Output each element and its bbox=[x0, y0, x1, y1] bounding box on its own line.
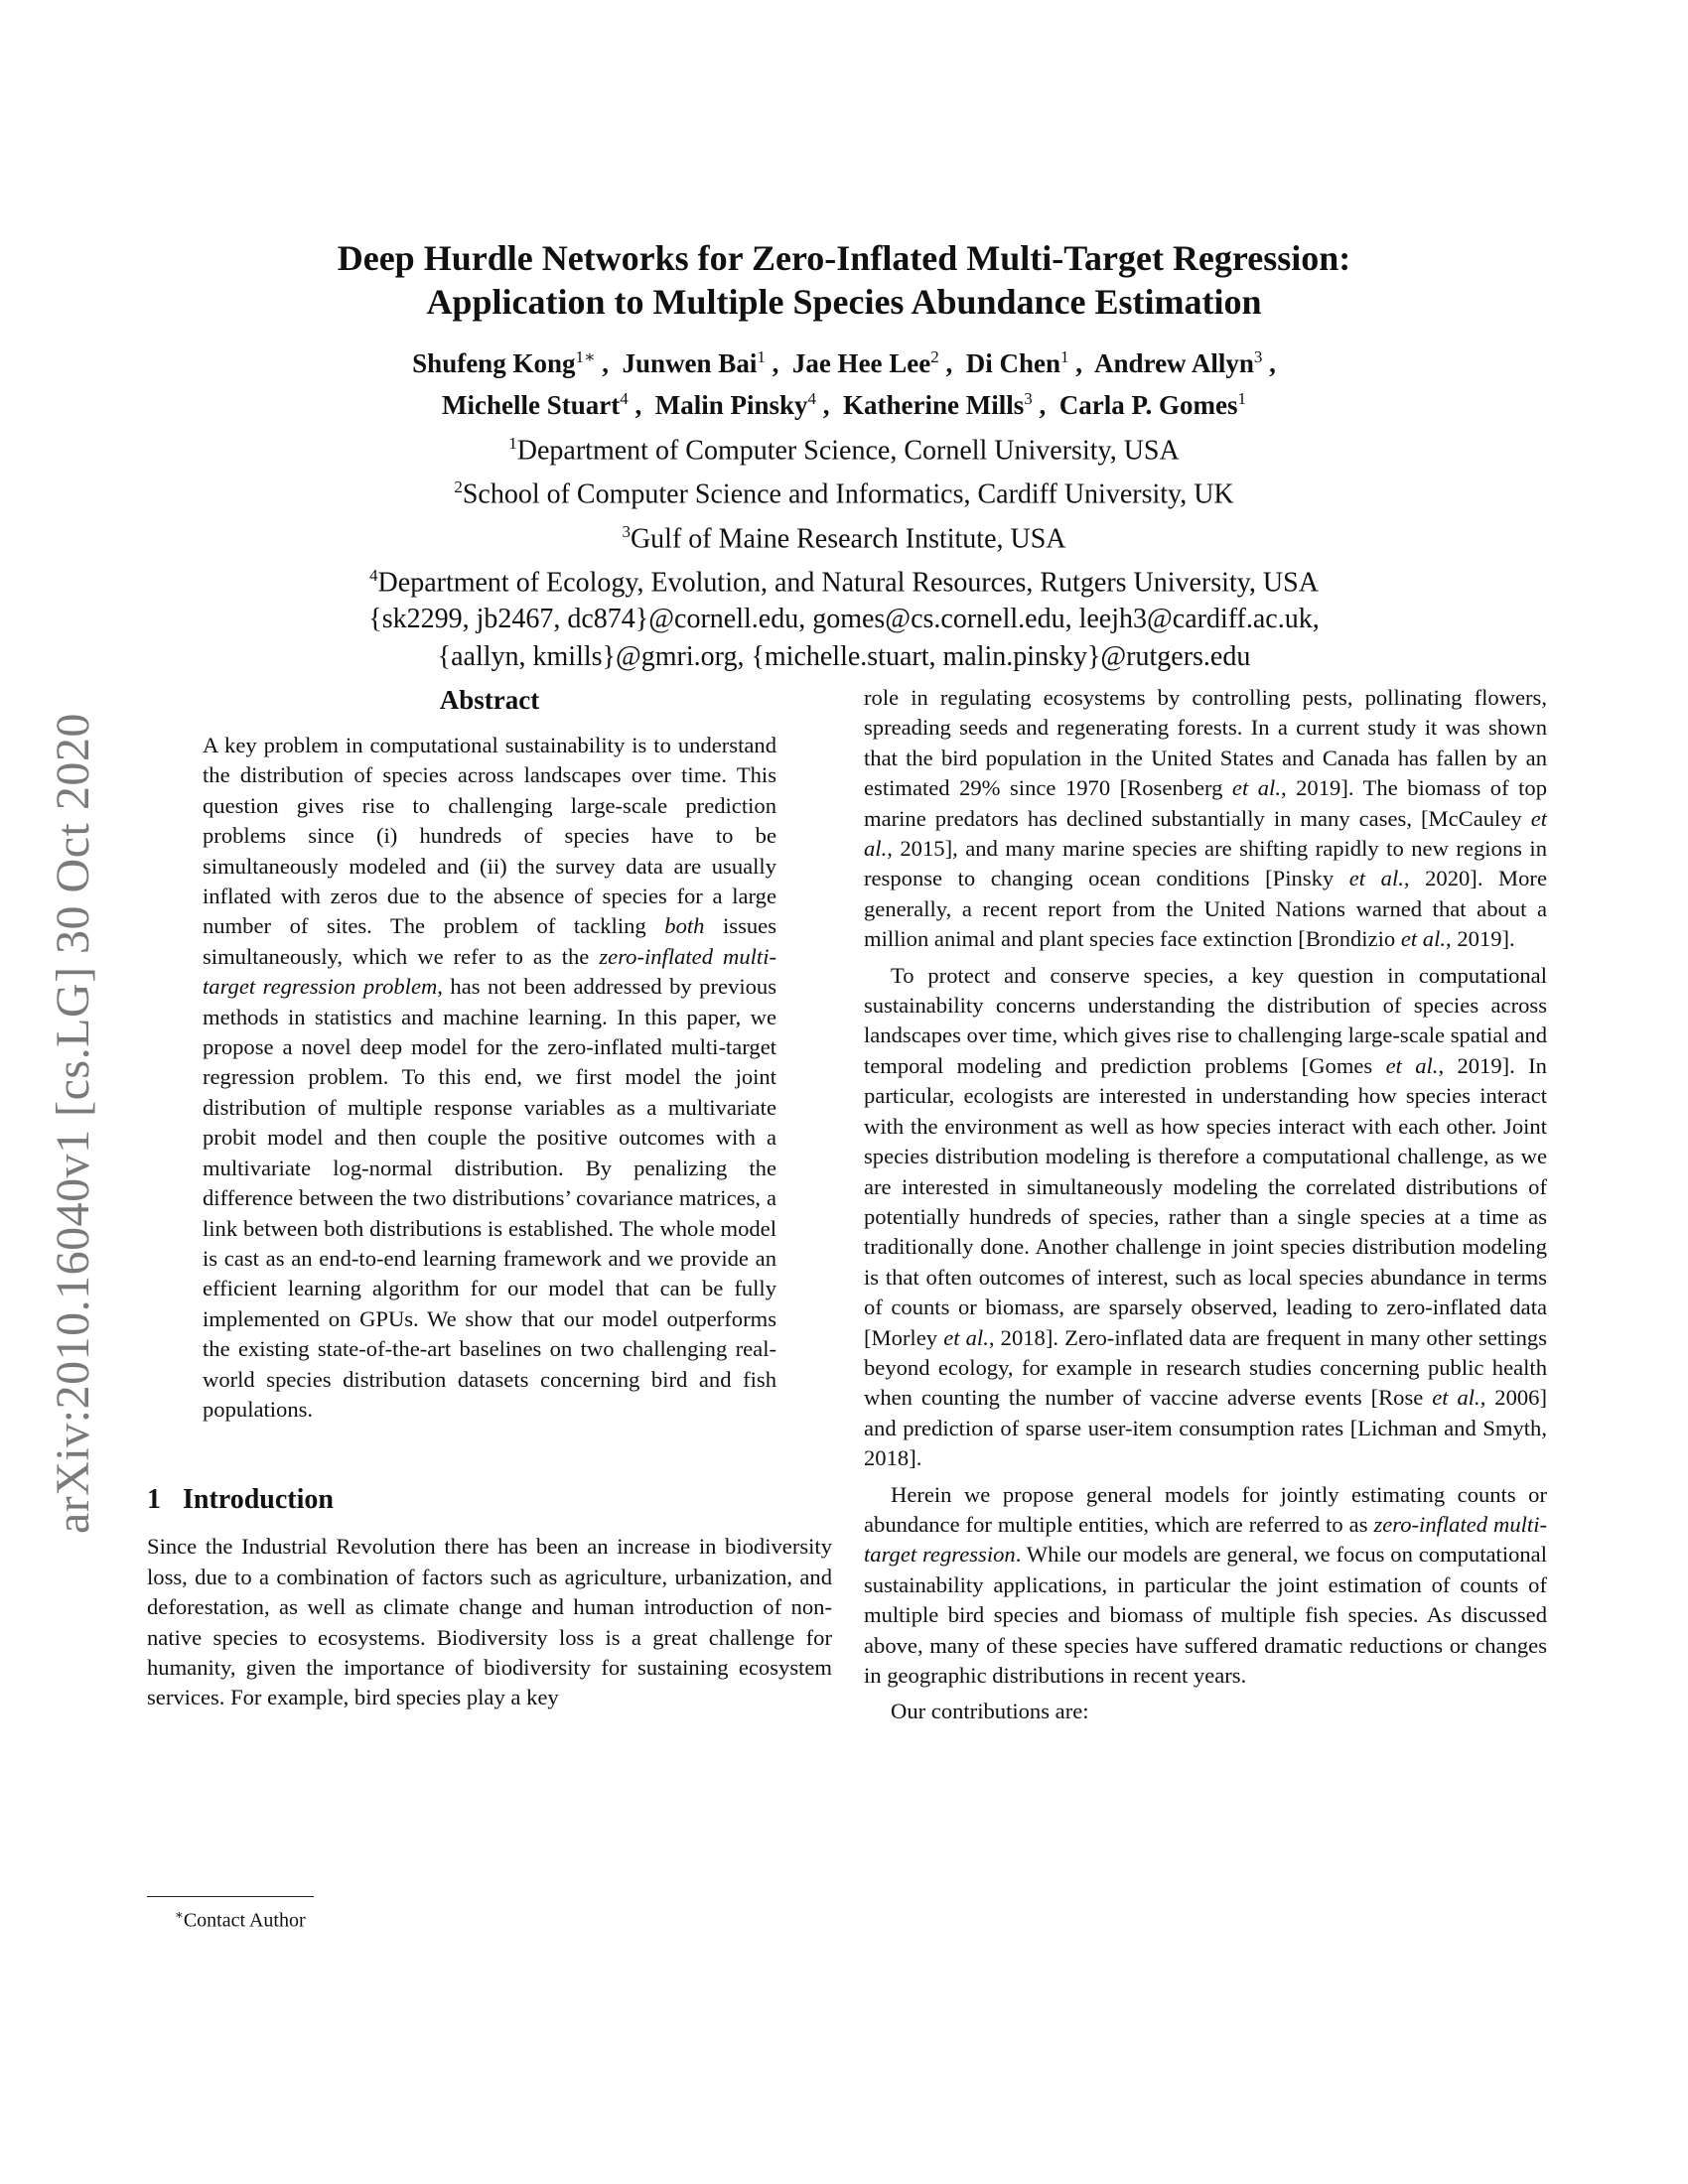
author-mark: 1∗ bbox=[575, 347, 596, 366]
author-mark: 1 bbox=[1237, 389, 1246, 408]
author-line-2: Michelle Stuart$^4$ , Malin Pinsky$^4$ , Katherine Mills$^3$ , Carla P. Gomes$^1$ bbox=[442, 389, 1246, 420]
body-text: , 2019]. bbox=[1446, 926, 1515, 952]
footnote-text: Contact Author bbox=[183, 1909, 306, 1932]
intro-paragraph-3 bbox=[864, 1480, 1547, 1692]
email-line-2: {aallyn, kmills}@gmri.org, {michelle.stuart, malin.pinsky}@rutgers.edu bbox=[437, 641, 1251, 673]
body-text: , 2018]. Zero-inflated data are frequent in many other settings beyond ecology, for example in research studies concerning public health when counting the number of vaccine adverse events [Rose bbox=[864, 1324, 1547, 1411]
body-text: , 2015], and many marine species are shifting rapidly to new regions in response to changing ocean conditions [Pinsky bbox=[864, 836, 1547, 891]
abstract-emphasis: both bbox=[664, 913, 705, 939]
citation-emphasis: et al. bbox=[1385, 1052, 1439, 1078]
left-column bbox=[147, 683, 832, 1713]
author-mark: 1 bbox=[1060, 347, 1069, 366]
affiliation-4 bbox=[149, 557, 1539, 601]
citation-emphasis: et al. bbox=[1348, 866, 1404, 891]
footnote bbox=[175, 1902, 306, 1934]
body-text: , 2006] and prediction of sparse user-item consumption rates [Lichman and Smyth, 2018]. bbox=[864, 1385, 1547, 1471]
author-mark: 2 bbox=[930, 347, 939, 366]
author-mark: 4 bbox=[807, 389, 817, 408]
abstract-emphasis: zero-inflated multi-target regression problem bbox=[203, 943, 776, 1000]
abstract-body bbox=[203, 731, 776, 1425]
author-name: Junwen Bai bbox=[622, 348, 758, 378]
affiliation-mark: 2 bbox=[454, 478, 463, 497]
affiliation-1 bbox=[149, 425, 1539, 469]
footnote-mark: ∗ bbox=[175, 1907, 184, 1922]
body-text: To protect and conserve species, a key question in computational sustainability concerns understanding the distribution of species across landscapes over time, which gives rise to challenging large-scale spatial and temporal modeling and prediction problems [Gomes bbox=[864, 962, 1547, 1078]
body-text: , 2019]. The biomass of top marine predators has declined substantially in many cases, [McCauley bbox=[864, 775, 1548, 831]
footnote-divider bbox=[147, 1896, 314, 1897]
section-heading-introduction bbox=[147, 1482, 832, 1518]
citation-emphasis: et al. bbox=[1432, 1385, 1480, 1411]
affiliation-2 bbox=[149, 469, 1539, 512]
affiliation-text: Department of Ecology, Evolution, and Natural Resources, Rutgers University, USA bbox=[377, 567, 1319, 599]
author-name: Andrew Allyn bbox=[1094, 348, 1254, 378]
author-name: Katherine Mills bbox=[843, 390, 1025, 420]
citation-emphasis: et al. bbox=[1231, 775, 1281, 801]
arxiv-identifier-stamp: arXiv:2010.16040v1 [cs.LG] 30 Oct 2020 bbox=[47, 713, 99, 1534]
title-line-1: Deep Hurdle Networks for Zero-Inflated Multi-Target Regression: bbox=[337, 238, 1351, 278]
affiliation-mark: 4 bbox=[369, 565, 378, 585]
author-name: Carla P. Gomes bbox=[1058, 390, 1238, 420]
author-mark: 4 bbox=[620, 389, 629, 408]
intro-paragraph-2 bbox=[864, 961, 1547, 1474]
author-mark: 3 bbox=[1253, 347, 1263, 366]
author-line-1: Shufeng Kong$^{1∗}$ , Junwen Bai$^1$ , Jae Hee Lee$^2$ , Di Chen$^1$ , Andrew Allyn$^3$ , bbox=[412, 347, 1276, 378]
author-list bbox=[149, 340, 1539, 423]
body-text: , 2019]. In particular, ecologists are interested in understanding how species interact with the environment as well as how species interact with each other. Joint species distribution modeling is therefore a computational challenge, as we are interested in simultaneously modeling the correlated distributions of potentially hundreds of species, rather than a single species at a time as traditionally done. Another challenge in joint species distribution modeling is that often outcomes of interest, such as local species abundance in terms of counts or biomass, are sparsely observed, leading to zero-inflated data [Morley bbox=[864, 1052, 1547, 1350]
abstract-text: issues simultaneously, which we refer to as the bbox=[203, 913, 776, 969]
section-title: Introduction bbox=[183, 1484, 334, 1516]
author-name: Shufeng Kong bbox=[412, 348, 576, 378]
abstract-heading: Abstract bbox=[439, 685, 540, 715]
affiliation-mark: 3 bbox=[622, 521, 631, 541]
citation-emphasis: et al. bbox=[864, 805, 1547, 862]
author-name: Michelle Stuart bbox=[442, 390, 621, 420]
body-text: . While our models are general, we focus on computational sustainability applications, in particular the joint estimation of counts of multiple bird species and biomass of multiple fish species. As discussed above, many of these species have suffered dramatic reductions or changes in geographic distributions in recent years. bbox=[864, 1542, 1547, 1688]
abstract-text: A key problem in computational sustainability is to understand the distribution of species across landscapes over time. This question gives rise to challenging large-scale prediction problems since (i) hundreds of species have to be simultaneously modeled and (ii) the survey data are usually inflated with zeros due to the absence of species for a large number of sites. The problem of tackling bbox=[203, 733, 776, 939]
author-mark: 1 bbox=[757, 347, 766, 366]
term-emphasis: zero-inflated multi-target regression bbox=[864, 1511, 1548, 1568]
intro-paragraph-4: Our contributions are: bbox=[891, 1699, 1089, 1724]
intro-paragraph-1-cont bbox=[864, 683, 1547, 955]
author-mark: 3 bbox=[1024, 389, 1033, 408]
body-text: , 2020]. More generally, a recent report from the United Nations warned that about a million animal and plant species face extinction [Brondizio bbox=[864, 866, 1547, 952]
affiliation-3 bbox=[149, 513, 1539, 557]
author-name: Malin Pinsky bbox=[654, 390, 808, 420]
abstract-text: , has not been addressed by previous methods in statistics and machine learning. In this paper, we propose a novel deep model for the zero-inflated multi-target regression problem. To this end, we first model the joint distribution of multiple response variables as a multivariate probit model and then couple the positive outcomes with a multivariate log-normal distribution. By penalizing the difference between the two distributions’ covariance matrices, a link between both distributions is established. The whole model is cast as an end-to-end learning framework and we provide an efficient learning algorithm for our model that can be fully implemented on GPUs. We show that our model outperforms the existing state-of-the-art baselines on two challenging real-world species distribution datasets concerning bird and fish populations. bbox=[203, 974, 776, 1422]
paper-title bbox=[149, 236, 1539, 324]
intro-paragraph-1: Since the Industrial Revolution there has been an increase in biodiversity loss, due to a combination of factors such as agriculture, urbanization, and deforestation, as well as climate change and human introduction of non-native species to ecosystems. Biodiversity loss is a great challenge for humanity, given the importance of biodiversity for sustaining ecosystem services. For example, bird species play a key bbox=[147, 1534, 832, 1710]
affiliation-text: Department of Computer Science, Cornell University, USA bbox=[516, 435, 1180, 467]
affiliation-mark: 1 bbox=[508, 434, 517, 453]
paper-header bbox=[149, 236, 1539, 676]
citation-emphasis: et al. bbox=[1400, 926, 1447, 952]
citation-emphasis: et al. bbox=[943, 1324, 989, 1350]
affiliation-text: School of Computer Science and Informatics, Cardiff University, UK bbox=[462, 478, 1234, 510]
body-text: Herein we propose general models for jointly estimating counts or abundance for multiple entities, which are referred to as bbox=[864, 1481, 1547, 1537]
email-line-1: {sk2299, jb2467, dc874}@cornell.edu, gomes@cs.cornell.edu, leejh3@cardiff.ac.uk, bbox=[368, 604, 1320, 635]
body-text: role in regulating ecosystems by controlling pests, pollinating flowers, spreading seeds and regenerating forests. In a current study it was shown that the bird population in the United States and Canada has fallen by an estimated 29% since 1970 [Rosenberg bbox=[864, 685, 1547, 801]
author-name: Di Chen bbox=[965, 348, 1061, 378]
author-name: Jae Hee Lee bbox=[791, 348, 931, 378]
affiliation-text: Gulf of Maine Research Institute, USA bbox=[630, 522, 1066, 554]
right-column bbox=[864, 683, 1547, 1727]
title-line-2: Application to Multiple Species Abundance Estimation bbox=[426, 282, 1262, 322]
section-number: 1 bbox=[147, 1484, 161, 1516]
